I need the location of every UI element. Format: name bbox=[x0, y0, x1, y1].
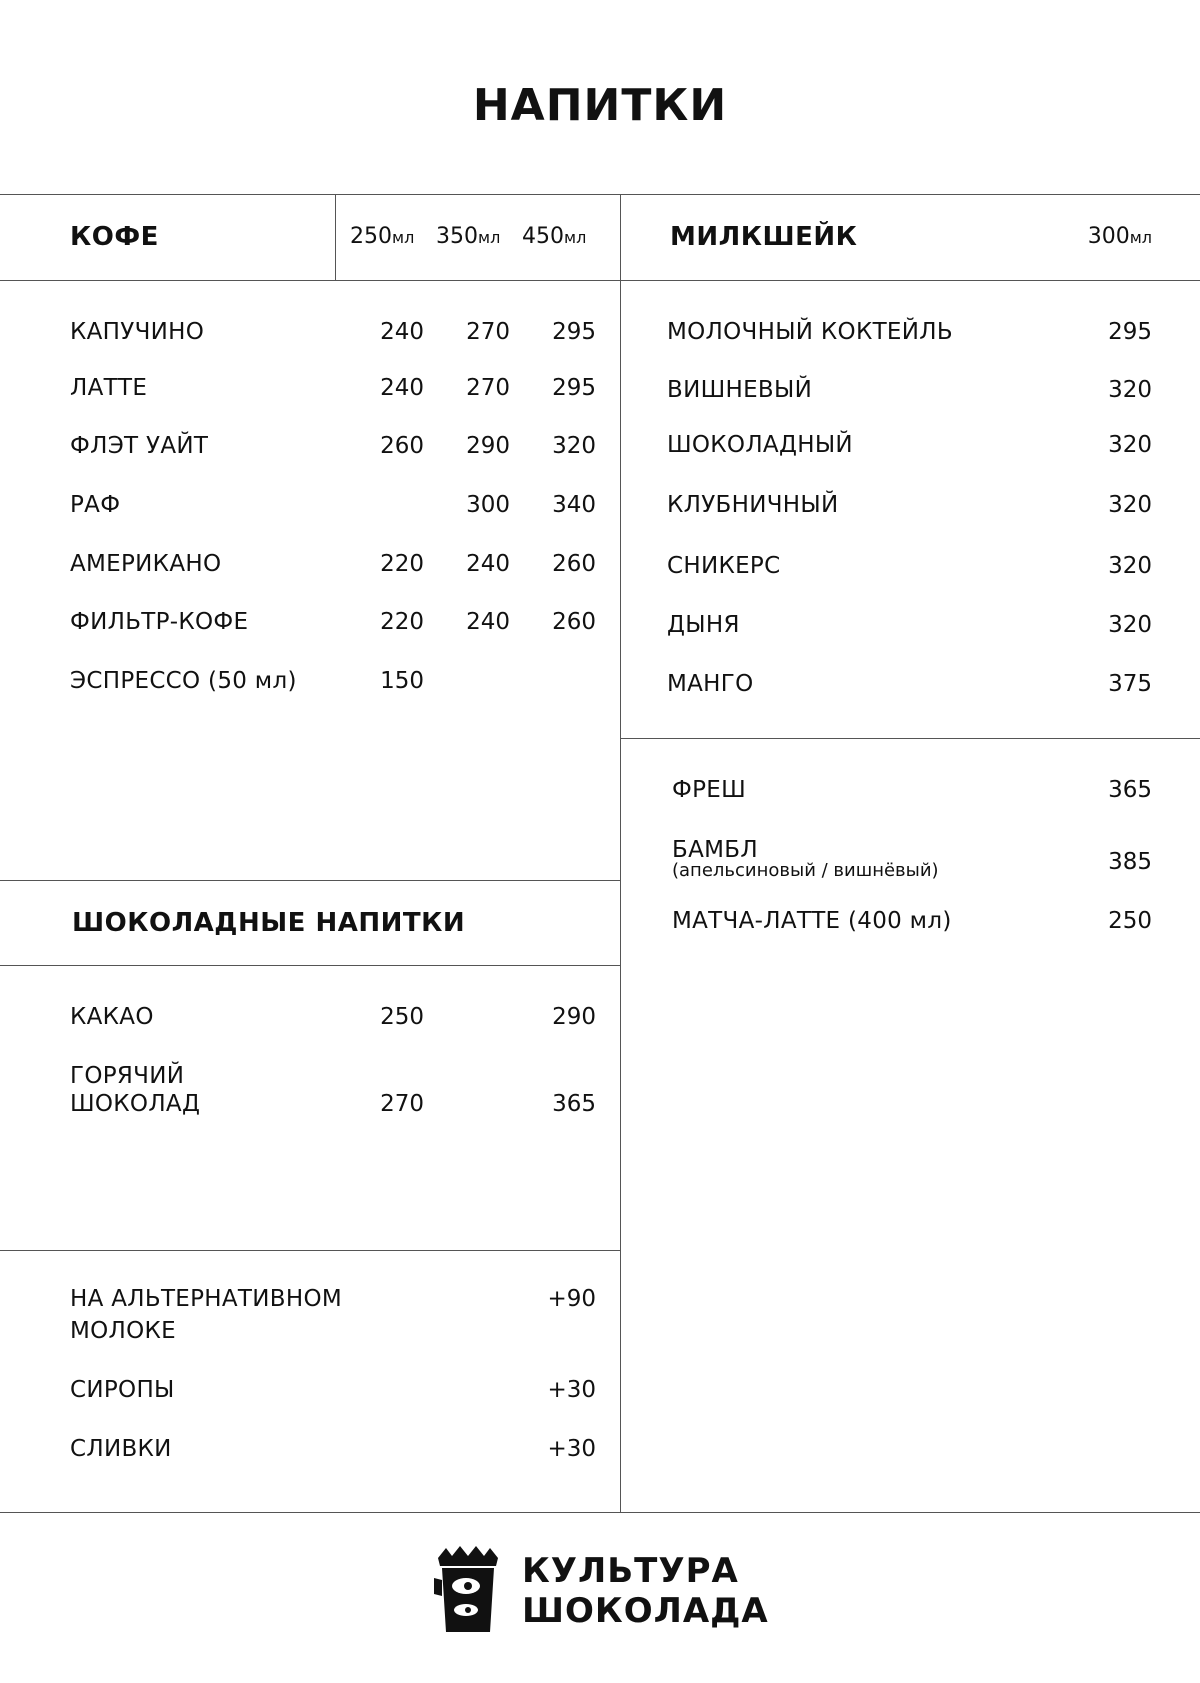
milkshake-item-name: СНИКЕРС bbox=[667, 553, 781, 579]
chocolate-item-name-line2: ШОКОЛАД bbox=[70, 1091, 201, 1117]
milkshake-item-name: МОЛОЧНЫЙ КОКТЕЙЛЬ bbox=[667, 319, 953, 345]
coffee-heading: КОФЕ bbox=[70, 222, 159, 252]
coffee-price-250: 240 bbox=[380, 375, 424, 401]
extra-item-price: +30 bbox=[547, 1377, 596, 1403]
milkshake-item-price: 320 bbox=[1108, 432, 1152, 458]
other-item-note: (апельсиновый / вишнёвый) bbox=[672, 860, 939, 881]
coffee-price-250: 220 bbox=[380, 551, 424, 577]
coffee-item-name: ЭСПРЕССО (50 мл) bbox=[70, 668, 297, 694]
coffee-item-name: АМЕРИКАНО bbox=[70, 551, 222, 577]
coffee-item-name: ЛАТТЕ bbox=[70, 375, 148, 401]
milkshake-item-name: ШОКОЛАДНЫЙ bbox=[667, 432, 853, 458]
coffee-size-250: 250мл bbox=[350, 224, 415, 249]
coffee-size-350: 350мл bbox=[436, 224, 501, 249]
chocolate-price-450: 290 bbox=[552, 1004, 596, 1030]
extra-item-name: СЛИВКИ bbox=[70, 1436, 172, 1462]
coffee-item-name: КАПУЧИНО bbox=[70, 319, 205, 345]
coffee-price-450: 260 bbox=[552, 551, 596, 577]
coffee-price-450: 260 bbox=[552, 609, 596, 635]
coffee-item-name: ФЛЭТ УАЙТ bbox=[70, 433, 209, 459]
coffee-price-350: 290 bbox=[466, 433, 510, 459]
coffee-price-350: 270 bbox=[466, 375, 510, 401]
logo-line-2: ШОКОЛАДА bbox=[522, 1591, 769, 1631]
coffee-price-350: 300 bbox=[466, 492, 510, 518]
chocolate-item-name: ГОРЯЧИЙ bbox=[70, 1063, 185, 1089]
extra-item-name: СИРОПЫ bbox=[70, 1377, 175, 1403]
divider-top bbox=[0, 194, 1200, 195]
divider-extras-top bbox=[0, 1250, 620, 1251]
coffee-price-350: 240 bbox=[466, 609, 510, 635]
divider-header bbox=[0, 280, 1200, 281]
divider-bottom bbox=[0, 1512, 1200, 1513]
divider-center bbox=[620, 194, 621, 1512]
milkshake-item-price: 375 bbox=[1108, 671, 1152, 697]
coffee-price-250: 220 bbox=[380, 609, 424, 635]
other-item-name: МАТЧА-ЛАТТЕ (400 мл) bbox=[672, 908, 952, 934]
coffee-price-450: 320 bbox=[552, 433, 596, 459]
coffee-item-name: ФИЛЬТР-КОФЕ bbox=[70, 609, 249, 635]
crowned-cup-icon bbox=[432, 1544, 504, 1636]
divider-milkshake-bottom bbox=[620, 738, 1200, 739]
other-item-price: 385 bbox=[1108, 849, 1152, 875]
coffee-price-250: 260 bbox=[380, 433, 424, 459]
coffee-size-450: 450мл bbox=[522, 224, 587, 249]
other-item-price: 365 bbox=[1108, 777, 1152, 803]
milkshake-item-price: 320 bbox=[1108, 377, 1152, 403]
page-title: НАПИТКИ bbox=[472, 80, 728, 131]
other-item-price: 250 bbox=[1108, 908, 1152, 934]
coffee-price-350: 240 bbox=[466, 551, 510, 577]
milkshake-item-name: МАНГО bbox=[667, 671, 754, 697]
milkshake-item-price: 320 bbox=[1108, 492, 1152, 518]
other-item-name: ФРЕШ bbox=[672, 777, 746, 803]
coffee-price-350: 270 bbox=[466, 319, 510, 345]
coffee-price-250: 150 bbox=[380, 668, 424, 694]
divider-coffee-sizes bbox=[335, 194, 336, 280]
logo-line-1: КУЛЬТУРА bbox=[522, 1551, 739, 1591]
milkshake-item-price: 295 bbox=[1108, 319, 1152, 345]
coffee-price-250: 240 bbox=[380, 319, 424, 345]
coffee-price-450: 295 bbox=[552, 319, 596, 345]
milkshake-item-name: ДЫНЯ bbox=[667, 612, 740, 638]
chocolate-price-250: 270 bbox=[380, 1091, 424, 1117]
extra-item-name: НА АЛЬТЕРНАТИВНОМ bbox=[70, 1286, 343, 1312]
coffee-item-name: РАФ bbox=[70, 492, 121, 518]
milkshake-item-price: 320 bbox=[1108, 612, 1152, 638]
extra-item-price: +90 bbox=[547, 1286, 596, 1312]
milkshake-size: 300мл bbox=[1087, 224, 1152, 249]
milkshake-item-name: ВИШНЕВЫЙ bbox=[667, 377, 813, 403]
extra-item-price: +30 bbox=[547, 1436, 596, 1462]
coffee-price-450: 340 bbox=[552, 492, 596, 518]
coffee-price-450: 295 bbox=[552, 375, 596, 401]
milkshake-heading: МИЛКШЕЙК bbox=[670, 222, 858, 252]
chocolate-price-250: 250 bbox=[380, 1004, 424, 1030]
chocolate-heading: ШОКОЛАДНЫЕ НАПИТКИ bbox=[72, 908, 466, 938]
extra-item-name-line2: МОЛОКЕ bbox=[70, 1318, 177, 1344]
divider-chocolate-top bbox=[0, 880, 620, 881]
milkshake-item-price: 320 bbox=[1108, 553, 1152, 579]
divider-chocolate-header bbox=[0, 965, 620, 966]
chocolate-price-450: 365 bbox=[552, 1091, 596, 1117]
chocolate-item-name: КАКАО bbox=[70, 1004, 154, 1030]
other-item-name: БАМБЛ bbox=[672, 837, 758, 863]
milkshake-item-name: КЛУБНИЧНЫЙ bbox=[667, 492, 839, 518]
